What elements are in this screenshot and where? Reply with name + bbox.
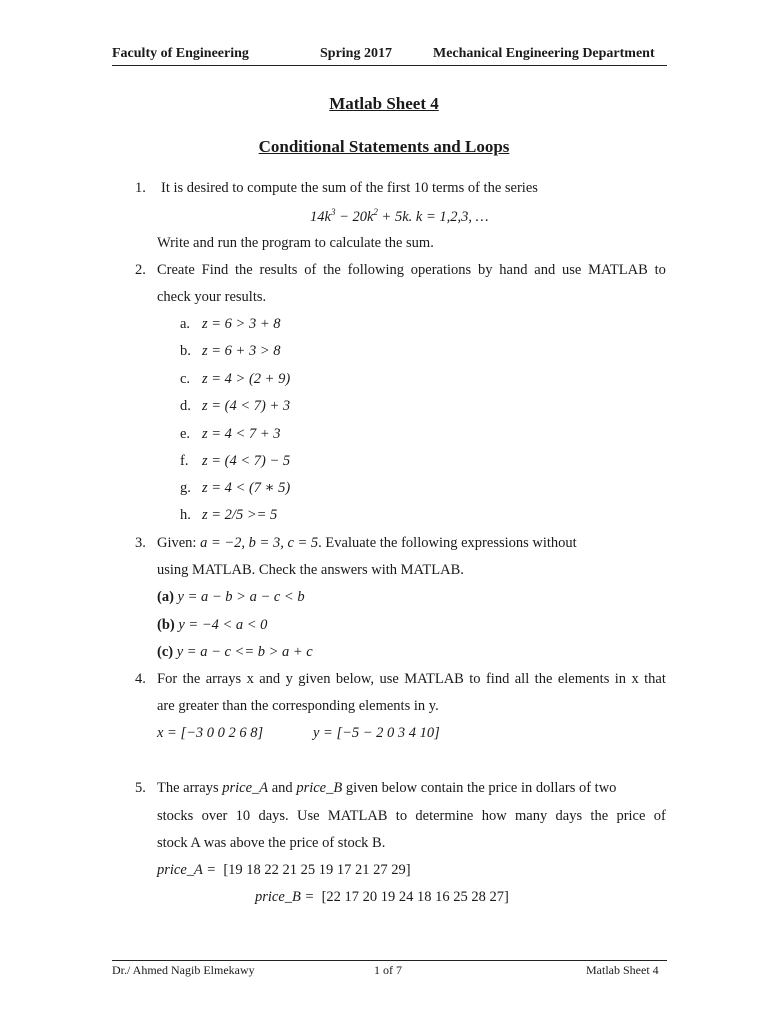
q4-line2: are greater than the corresponding elements in y. (157, 698, 439, 714)
q2-item-expr: z = 2/5 >= 5 (202, 507, 278, 523)
q4-number: 4. (135, 671, 146, 687)
q5-line3: stock A was above the price of stock B. (157, 835, 386, 851)
q5-number: 5. (135, 780, 146, 796)
q5-line1: The arrays price_A and price_B given below contain the price in dollars of two (157, 780, 617, 796)
q2-item-expr: z = (4 < 7) − 5 (202, 453, 291, 469)
q2-item-label: e. (180, 426, 191, 442)
q2-line2: check your results. (157, 289, 267, 305)
q2-item-label: d. (180, 398, 191, 414)
q5-price-b: price_B = [22 17 20 19 24 18 16 25 28 27] (255, 889, 509, 905)
header-term: Spring 2017 (320, 46, 392, 61)
q3-line2: using MATLAB. Check the answers with MATLAB. (157, 562, 464, 578)
footer-rule (112, 960, 667, 961)
header-department: Mechanical Engineering Department (433, 46, 655, 61)
q5-price-a: price_A = [19 18 22 21 25 19 17 21 27 29] (157, 862, 411, 878)
q3-item: (a) y = a − b > a − c < b (157, 589, 305, 605)
q2-item-expr: z = 4 > (2 + 9) (202, 371, 291, 387)
footer-author: Dr./ Ahmed Nagib Elmekawy (112, 963, 255, 977)
q5-line2: stocks over 10 days. Use MATLAB to determine how many days the price of (157, 808, 666, 824)
q1-followup: Write and run the program to calculate the sum. (157, 235, 434, 251)
q1-text: It is desired to compute the sum of the first 10 terms of the series (161, 180, 538, 196)
footer-page-number: 1 of 7 (374, 963, 402, 977)
page-title: Matlab Sheet 4 (329, 94, 439, 113)
q2-item-label: c. (180, 371, 191, 387)
q2-item-expr: z = (4 < 7) + 3 (202, 398, 291, 414)
q2-item-label: b. (180, 343, 191, 359)
q2-item-expr: z = 4 < 7 + 3 (202, 426, 281, 442)
q4-y-array: y = [−5 − 2 0 3 4 10] (313, 725, 440, 741)
header-rule (112, 65, 667, 66)
q3-item: (c) y = a − c <= b > a + c (157, 644, 313, 660)
page-subtitle: Conditional Statements and Loops (258, 137, 510, 156)
q2-item-expr: z = 6 + 3 > 8 (202, 343, 281, 359)
q2-number: 2. (135, 262, 146, 278)
q3-number: 3. (135, 535, 146, 551)
header-faculty: Faculty of Engineering (112, 46, 249, 61)
q2-item-label: f. (180, 453, 189, 469)
q2-item-label: h. (180, 507, 191, 523)
q4-line1: For the arrays x and y given below, use MATLAB to find all the elements in x that (157, 671, 666, 687)
q2-line1: Create Find the results of the following operations by hand and use MATLAB to (157, 262, 666, 278)
footer-sheet-name: Matlab Sheet 4 (586, 963, 659, 977)
q4-x-array: x = [−3 0 0 2 6 8] (157, 725, 264, 741)
q2-item-expr: z = 4 < (7 ∗ 5) (202, 480, 291, 496)
q1-formula: $14k^3 - 20k^2 + 5k$. k = 1,2,3, … (310, 207, 489, 225)
q3-item: (b) y = −4 < a < 0 (157, 617, 268, 633)
q1-number: 1. (135, 180, 146, 196)
q2-item-expr: z = 6 > 3 + 8 (202, 316, 281, 332)
q2-item-label: g. (180, 480, 191, 496)
q3-line1: Given: a = −2, b = 3, c = 5. Evaluate the following expressions without (157, 535, 577, 551)
q2-item-label: a. (180, 316, 191, 332)
